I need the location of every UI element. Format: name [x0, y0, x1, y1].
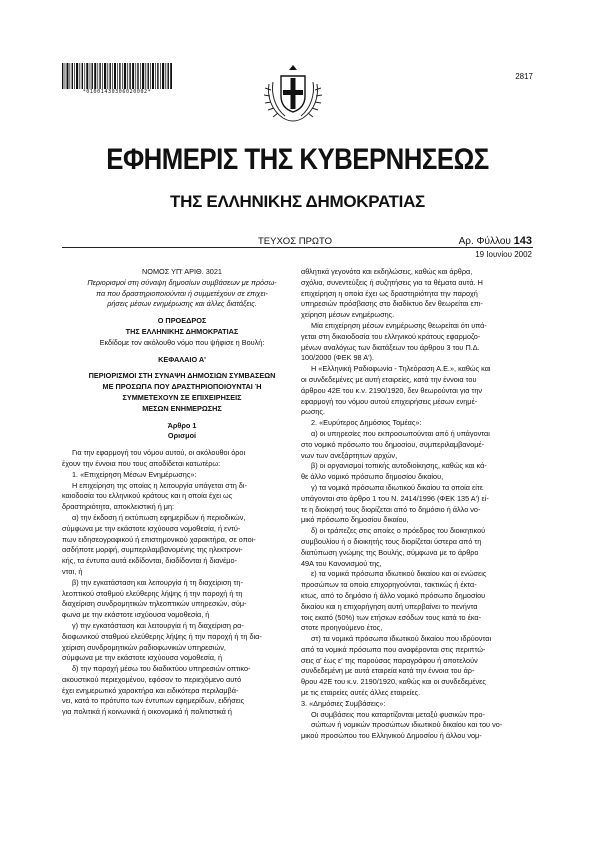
header-rule [62, 247, 533, 248]
law-subject-line: πα που δραστηριοποιούνται ή συμμετέχουν σε επιχει- [96, 288, 268, 298]
body-text-line: νων των ανεξάρτητων αρχών, [301, 450, 398, 460]
article-number: Άρθρο 1 [167, 420, 197, 430]
body-text-line: επιχείρηση η οποία έχει ως δραστηριότητα την παροχή [301, 288, 478, 298]
body-text-line: οι συνδεδεμένες με αυτή εταιρείες, κατά την έννοια του [301, 374, 477, 384]
body-text-line: 49Α του Κανονισμού της, [301, 558, 382, 568]
body-text-line: διατύπωση γνώμης της Βουλής, σύμφωνα με το άρθρο [301, 547, 479, 557]
body-text-line: α) την έκδοση ή εκτύπωση εφημερίδων ή περιοδικών, [72, 512, 246, 522]
body-text-line: συνδεδεμένη με αυτά εταιρεία κατά την έννοια του άρ- [301, 666, 475, 676]
sheet-label: Αρ. Φύλλου [458, 236, 511, 247]
body-text-line: για πολιτικά ή κοινωνικά ή οικονομικά ή πολιτιστικά ή [62, 707, 232, 717]
body-text-line: δ) οι τράπεζες στις οποίες ο πρόεδρος του διοικητικού [311, 526, 486, 536]
body-text-line: θρου 42Ε του κ.ν. 2190/1920, καθώς και οι συνδεδεμένες [301, 677, 486, 687]
body-text-line: σύμφωνα με την εκάστοτε ισχύουσα νομοθεσία, ή εντύ- [62, 523, 241, 533]
body-text-line: καιοδοσία του ελληνικού κράτους και η οποία έχει ως [62, 491, 233, 501]
chapter-title-line: ΣΥΜΜΕΤΕΧΟΥΝ ΣΕ ΕΠΙΧΕΙΡΗΣΕΙΣ [122, 392, 242, 402]
body-text-line: ασδήποτε μορφή, συμπεριλαμβανομένης της ηλεκτρονι- [62, 545, 243, 555]
body-text-line: με τις εταιρείες αυτές άλλες εταιρείες. [301, 688, 421, 698]
issue-date: 19 Ιουνίου 2002 [475, 250, 532, 259]
coat-of-arms-emblem [261, 62, 325, 126]
president-heading: ΤΗΣ ΕΛΛΗΝΙΚΗΣ ΔΗΜΟΚΡΑΤΙΑΣ [125, 326, 239, 336]
body-text-line: 3. «Δημόσιες Συμβάσεις»: [301, 698, 386, 708]
body-text-line: δ) την παροχή μέσω του διαδικτύου υπηρεσιών οπτικο- [72, 664, 251, 674]
body-text-line: σεις α' έως ε' της παρούσας παραγράφου ή αποτελούν [301, 655, 478, 665]
body-text-line: γ) την εγκατάσταση και λειτουργία ή τη διαχείριση ρα- [72, 620, 244, 630]
body-text-line: δραστηριότητα, αποκλειστική ή μη: [62, 502, 175, 512]
body-text-line: πων ειδησεογραφικού ή επιστημονικού χαρακτήρα, σε οποι- [62, 534, 256, 544]
chapter-title-line: ΜΕ ΠΡΟΣΩΠΑ ΠΟΥ ΔΡΑΣΤΗΡΙΟΠΟΙΟΥΝΤΑΙ Ή [102, 382, 262, 392]
body-text-line: από τα νομικά πρόσωπα που αναφέρονται στις περιπτώ- [301, 644, 486, 654]
body-text-line: μικού προσώπου του Ελληνικού Δημοσίου ή άλλου νομ- [301, 731, 482, 741]
body-text-line: άρθρου 42Ε του κ.ν. 2190/1920, δεν θεωρούνται για την [301, 385, 483, 395]
body-text-line: β) οι οργανισμοί τοπικής αυτοδιοίκησης, καθώς και κά- [311, 461, 487, 471]
body-text-line: μικό πρόσωπο δημοσίου δικαίου, [301, 515, 409, 525]
left-column [62, 267, 302, 718]
body-text-line: υπάγονται στο άρθρο 1 του Ν. 2414/1996 (ΦΕΚ 135 Α') εί- [301, 493, 489, 503]
body-text-line: φωνα με την εκάστοτε ισχύουσα νομοθεσία, ή [62, 610, 210, 620]
left-body-text [62, 448, 302, 718]
body-text-line: δικαίου και η επιχορήγηση αυτή υπερβαίνει το πενήντα [301, 601, 478, 611]
body-text-line: χείρηση μέσων ενημέρωσης. [301, 310, 395, 320]
body-text-line: χείριση συνδρομητικών ραδιοφωνικών υπηρεσιών, [62, 642, 226, 652]
body-text-line: α) οι υπηρεσίες που εκπροσωπούνται από ή υπάγονται [311, 428, 490, 438]
law-title: ΝΟΜΟΣ ΥΠ' ΑΡΙΘ. 3021 [142, 267, 222, 276]
chapter-heading: ΚΕΦΑΛΑΙΟ Α' [158, 354, 206, 364]
body-text-line: νει, κατά το πρότυπο των έντυπων εφημερίδων, ειδήσεις [62, 696, 245, 706]
body-text-line: μένων αναλόγως των διατάξεων του άρθρου 3 του Π.Δ. [301, 342, 480, 352]
body-text-line: τε η διοίκησή τους διορίζεται από το δημόσιο ή άλλο νο- [301, 504, 481, 514]
body-text-line: έχουν την έννοια που τους αποδίδεται κατωτέρω: [62, 458, 221, 468]
body-text-line: Για την εφαρμογή του νόμου αυτού, οι ακόλουθοι όροι [72, 448, 246, 458]
body-text-line: προσώπων τα οποία επιχορηγούνται, τακτικώς ή έκτα- [301, 580, 477, 590]
body-text-line: Οι συμβάσεις που καταρτίζονται μεταξύ φυσικών προ- [311, 709, 485, 719]
barcode-number: *01001430306020002* [82, 89, 152, 95]
body-text-line: στο νομικό πρόσωπο του δημοσίου, συμπεριλαμβανομέ- [301, 439, 485, 449]
right-column [301, 267, 537, 742]
law-subject-line: Περιορισμοί στη σύναψη δημοσίων συμβάσεων με πρόσω- [87, 277, 277, 287]
president-heading: Ο ΠΡΟΕΔΡΟΣ [157, 316, 207, 326]
body-text-line: 1. «Επιχείρηση Μέσων Ενημέρωσης»: [72, 469, 197, 479]
body-text-line: διαχείριση συνδρομητικών τηλεοπτικών υπηρεσιών, σύμ- [62, 599, 247, 609]
body-text-line: θε άλλο νομικό πρόσωπο δημοσίου δικαίου, [301, 472, 444, 482]
body-text-line: στοτε προηγούμενο έτος, [301, 623, 383, 633]
barcode [62, 63, 172, 89]
sheet-value: 143 [513, 235, 532, 247]
body-text-line: ακουστικού περιεχομένου, εφόσον το περιεχόμενο αυτό [62, 674, 242, 684]
body-text-line: νται, ή [62, 566, 83, 576]
chapter-title-line: ΠΕΡΙΟΡΙΣΜΟΙ ΣΤΗ ΣΥΝΑΨΗ ΔΗΜΟΣΙΩΝ ΣΥΜΒΑΣΕΩΝ [88, 371, 276, 381]
body-text-line: συμβουλίου ή ο διοικητής τους διορίζεται ύστερα από τη [301, 536, 482, 546]
body-text-line: διοφωνικού σταθμού ελεύθερης λήψης ή την παροχή ή τη δια- [62, 631, 262, 641]
body-text-line: υπηρεσιών πρόσβασης στο διαδίκτυο δεν θεωρείται επι- [301, 299, 483, 309]
issue-type: ΤΕΥΧΟΣ ΠΡΩΤΟ [258, 236, 333, 247]
body-text-line: τοις εκατό (50%) των ετήσιων εσόδων τους κατά το έκα- [301, 612, 482, 622]
body-text-line: ρωσης. [301, 407, 325, 417]
law-subject-line: ρήσεις μέσων ενημέρωσης και άλλες διατάξεις. [107, 299, 257, 309]
body-text-line: σύμφωνα με την εκάστοτε ισχύουσα νομοθεσία, ή [62, 653, 223, 663]
body-text-line: γεται στη δικαιοδοσία του ελληνικού κράτους εφαρμοζο- [301, 331, 481, 341]
body-text-line: 2. «Ευρύτερος Δημόσιος Τομέας»: [311, 418, 422, 428]
body-text-line: Η «Ελληνική Ραδιοφωνία - Τηλεόραση Α.Ε.», καθώς και [311, 364, 491, 374]
body-text-line: κτως, από το δημόσιο ή άλλο νομικό πρόσωπο δημοσίου [301, 590, 486, 600]
body-text-line: στ) τα νομικά πρόσωπα ιδιωτικού δικαίου που ιδρύονται [311, 634, 492, 644]
body-text-line: β) την εγκατάσταση και λειτουργία ή τη διαχείριση τη- [72, 577, 243, 587]
body-text-line: λεοπτικού σταθμού ελεύθερης λήψης ή την παροχή ή τη [62, 588, 243, 598]
body-text-line: γ) τα νομικά πρόσωπα ιδιωτικού δικαίου τα οποία είτε [311, 482, 484, 492]
body-text-line: έχει ενημερωτικό χαρακτήρα και ειδικότερα περιλαμβά- [62, 685, 239, 695]
body-text-line: ε) τα νομικά πρόσωπα ιδιωτικού δικαίου και οι ενώσεις [311, 569, 487, 579]
body-text-line: εφαρμογή του νόμου αυτού επιχειρήσεις μέσων ενημέ- [301, 396, 478, 406]
gazette-subtitle: ΤΗΣ ΕΛΛΗΝΙΚΗΣ ΔΗΜΟΚΡΑΤΙΑΣ [170, 192, 425, 211]
page-number: 2817 [515, 72, 533, 81]
right-body-text [301, 267, 537, 742]
body-text-line: 100/2000 (ΦΕΚ 98 Α'). [301, 353, 374, 363]
promulgation-line: Εκδίδομε τον ακόλουθο νόμο που ψήφισε η Βουλή: [99, 337, 265, 347]
body-text-line: κής, τα έντυπα αυτά εκδίδονται, διαδίδονται ή διανέμο- [62, 556, 238, 566]
body-text-line: Μία επιχείρηση μέσων ενημέρωσης θεωρείται ότι υπά- [311, 320, 487, 330]
chapter-title-line: ΜΕΣΩΝ ΕΝΗΜΕΡΩΣΗΣ [142, 403, 222, 413]
sheet-number [459, 235, 532, 247]
body-text-line: Η επιχείρηση της οποίας η λειτουργία υπάγεται στη δι- [72, 480, 247, 490]
body-text-line: σώπων ή νομικών προσώπων ιδιωτικού δικαίου και του νο- [311, 720, 503, 730]
body-text-line: σχόλια, συνεντεύξεις ή συζητήσεις για τα θέματα αυτά. Η [301, 277, 483, 287]
body-text-line: αθλητικά γεγονότα και εκδηλώσεις, καθώς και άρθρα, [301, 267, 473, 276]
article-title: Ορισμοί [167, 431, 197, 441]
gazette-title: ΕΦΗΜΕΡΙΣ ΤΗΣ ΚΥΒΕΡΝΗΣΕΩΣ [106, 143, 489, 176]
